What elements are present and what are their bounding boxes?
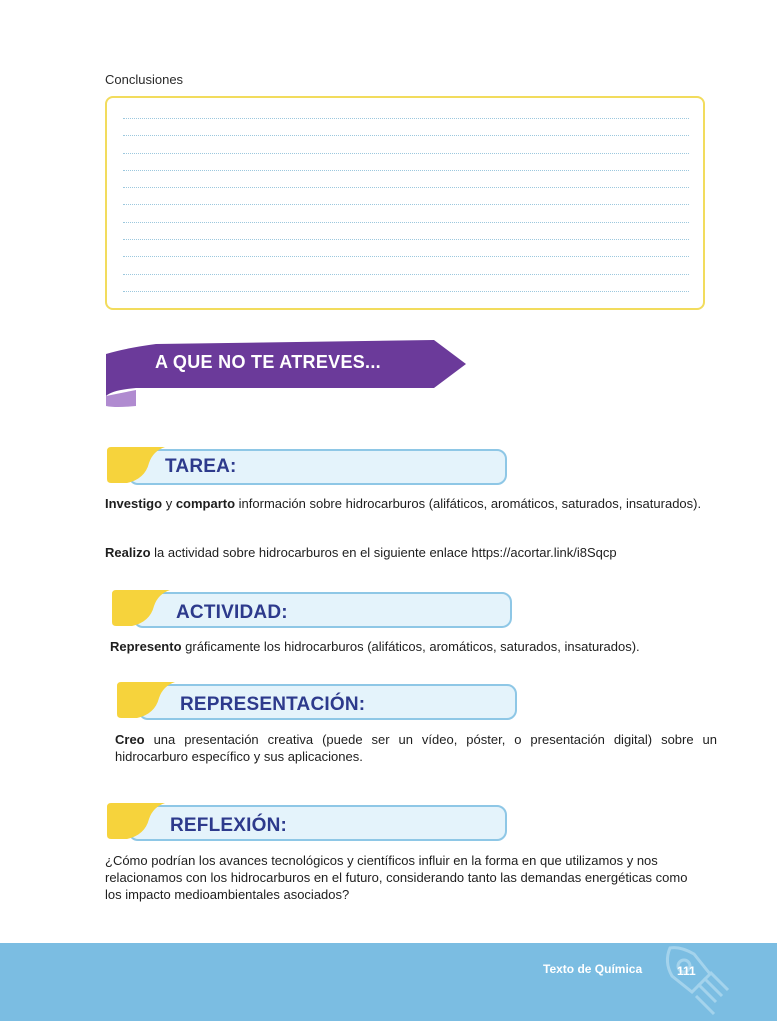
tarea-paragraph-2 [105, 544, 707, 561]
banner-title: A QUE NO TE ATREVES... [155, 352, 381, 372]
writing-line [123, 256, 689, 257]
writing-line [123, 291, 689, 292]
writing-line [123, 153, 689, 154]
writing-line [123, 118, 689, 119]
actividad-paragraph [110, 638, 710, 655]
banner-ribbon [106, 340, 466, 408]
writing-line [123, 274, 689, 275]
actividad-title: ACTIVIDAD: [176, 602, 288, 623]
representacion-text: una presentación creativa (puede ser un vídeo, póster, o presentación digital) sobre un hidrocarburo específico y sus aplicaciones. [115, 732, 717, 764]
reflexion-question: ¿Cómo podrían los avances tecnológicos y científicos influir en la forma en que utilizamos y nos relacionamos con los hidrocarburos en el futuro, considerando tanto las demandas energéticas como los impacto medioambientales asociados? [105, 853, 688, 902]
page-number: 111 [677, 964, 696, 978]
actividad-text: gráficamente los hidrocarburos (alifáticos, aromáticos, saturados, insaturados). [181, 639, 640, 654]
writing-line [123, 204, 689, 205]
actividad-tab-icon [110, 588, 174, 628]
writing-line [123, 135, 689, 136]
conclusions-writing-box[interactable] [105, 96, 705, 310]
tarea-verb-3: Realizo [105, 545, 151, 560]
tarea-paragraph-1 [105, 495, 707, 512]
representacion-verb: Creo [115, 732, 145, 747]
rocket-icon [640, 944, 750, 1022]
writing-line [123, 222, 689, 223]
representacion-tab-icon [115, 680, 179, 720]
tarea-tab-icon [105, 445, 169, 485]
tarea-text-mid: y [162, 496, 176, 511]
writing-line [123, 187, 689, 188]
tarea-verb-2: comparto [175, 496, 236, 511]
writing-line [123, 170, 689, 171]
tarea-link-text[interactable]: la actividad sobre hidrocarburos en el siguiente enlace https://acortar.link/i8Sqcp [150, 545, 617, 560]
tarea-text-rest: información sobre hidrocarburos (alifáticos, aromáticos, saturados, insaturados). [235, 496, 702, 511]
reflexion-title: REFLEXIÓN: [170, 815, 288, 836]
representacion-paragraph [115, 731, 717, 765]
representacion-title: REPRESENTACIÓN: [180, 694, 366, 715]
tarea-verb-1: Investigo [105, 496, 163, 511]
tarea-title: TAREA: [165, 456, 237, 477]
reflexion-tab-icon [105, 801, 169, 841]
actividad-verb: Represento [110, 639, 182, 654]
conclusions-label: Conclusiones [105, 72, 184, 87]
writing-line [123, 239, 689, 240]
footer-book-title: Texto de Química [543, 962, 643, 976]
